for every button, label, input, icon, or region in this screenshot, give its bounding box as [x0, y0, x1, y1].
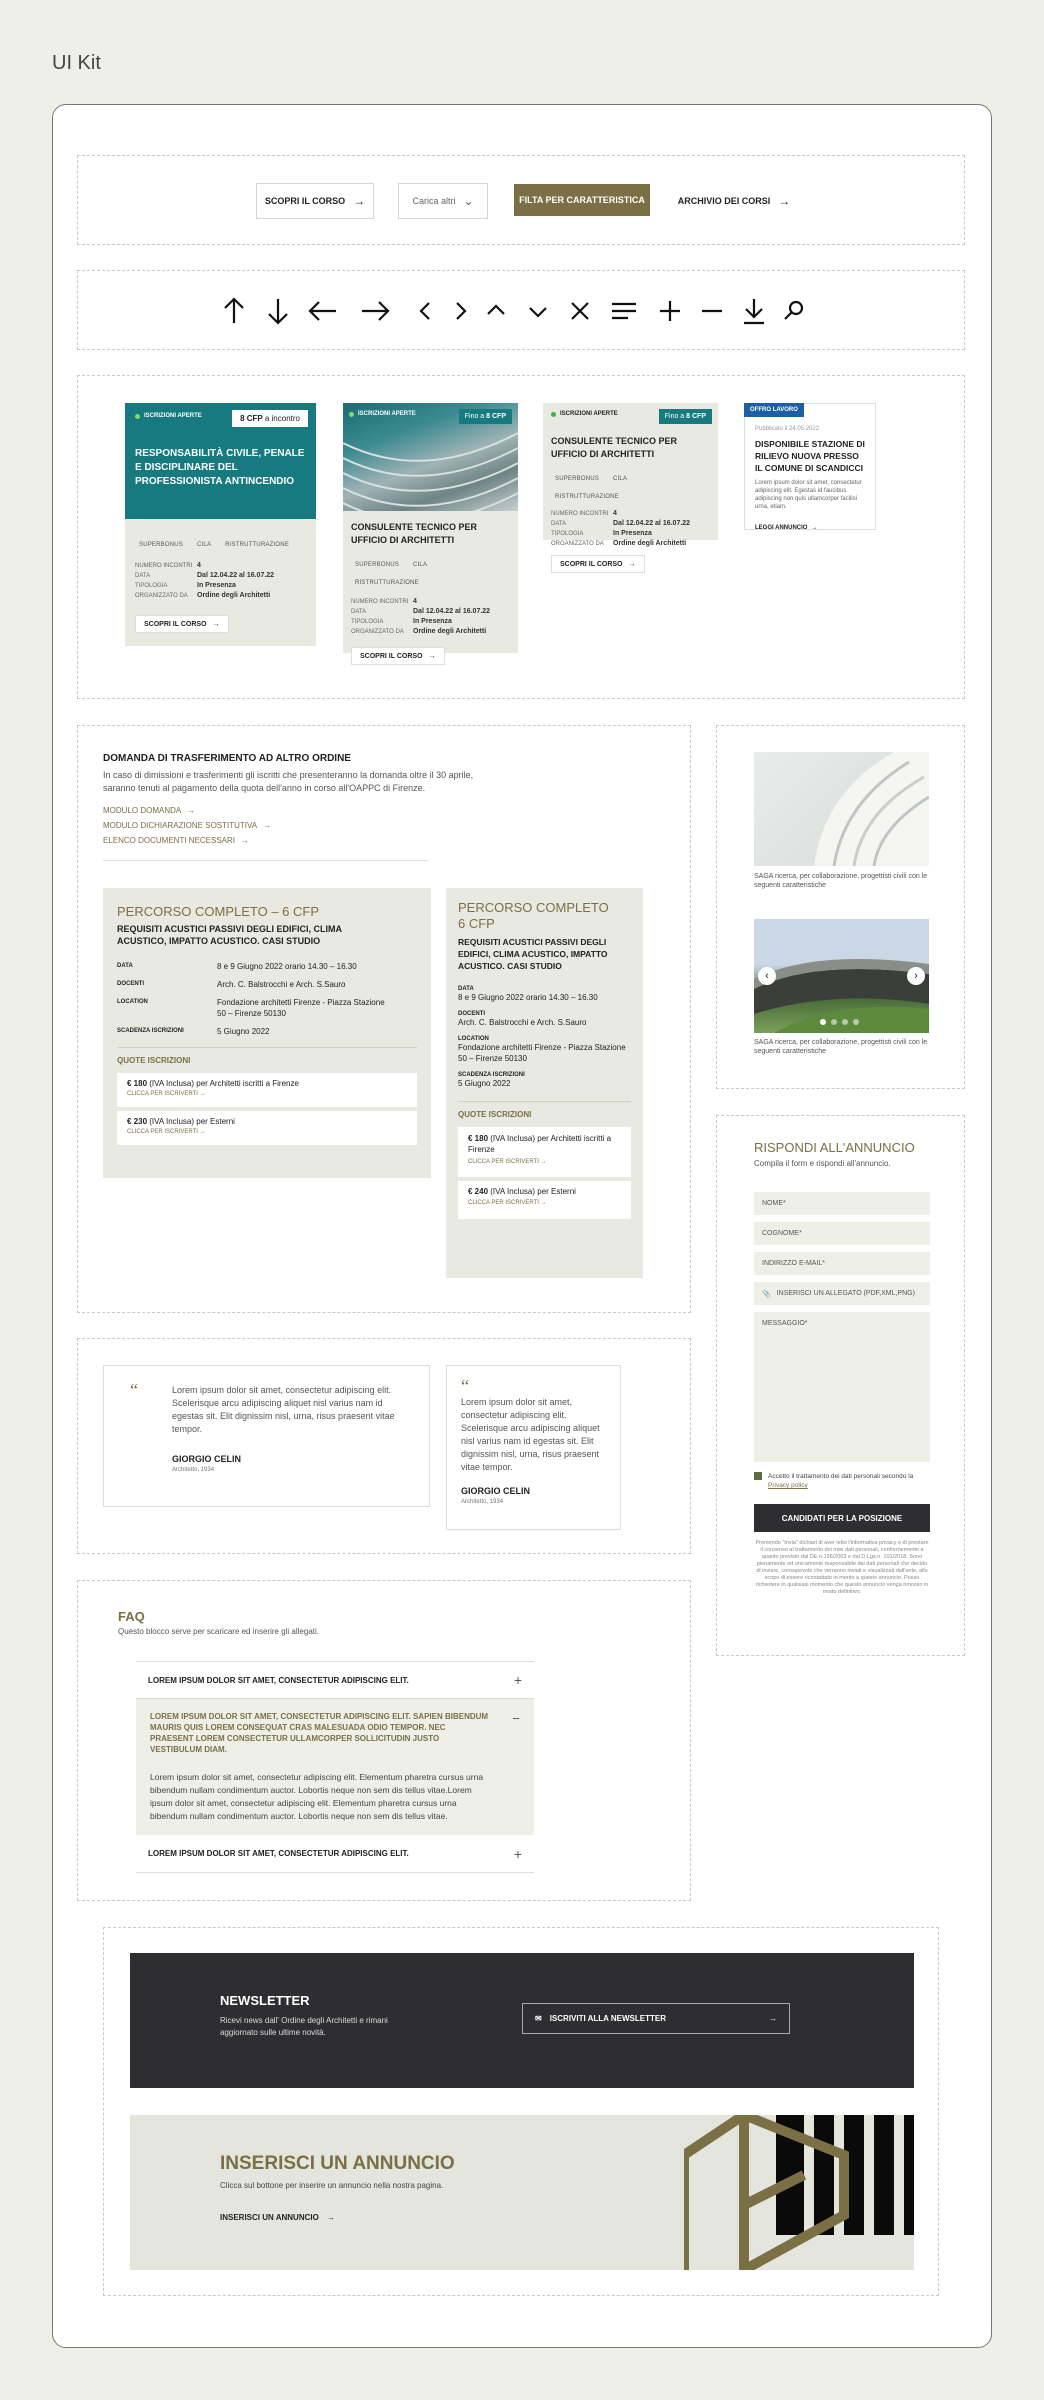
chevron-left-icon[interactable]: ‹	[758, 967, 776, 985]
cards-section	[77, 375, 965, 699]
page-title: UI Kit	[52, 52, 101, 74]
attachment-field[interactable]: 📎 INSERISCI UN ALLEGATO (PDF,XML,PNG)	[754, 1282, 930, 1305]
faq-item-open[interactable]: LOREM IPSUM DOLOR SIT AMET, CONSECTETUR ADIPISCING ELIT. SAPIEN BIBENDUM MAURIS QUIS LOREM CONSEQUAT CRAS MALESUADA ODIO TEMPOR. NEC PRAESENT LOREM CONSECTETUR ULLAMCORPER SOLLICITUDIN JUSTO VESTIBULUM DIAM. − Lorem ipsum dolor sit amet, consectetur adipiscing elit. Elementum pharetra cursus urna bibendum nullam condimentum auctor. Lobortis neque non sem dis tellus vitae.Lorem ipsum dolor sit amet, consectetur adipiscing elit. Elementum pharetra cursus urna bibendum nullam condimentum auctor. Lobortis neque non sem dis tellus vitae.	[136, 1699, 534, 1835]
transfer-text: In caso di dimissioni e trasferimenti gli iscritti che presenteranno la domanda oltre il 30 aprile, saranno tenuti al pagamento della quota dell'anno in corso all'OAPPC di Firenze.	[103, 770, 474, 793]
status-dot-icon	[135, 414, 140, 419]
course-details: DATA 8 e 9 Giugno 2022 orario 14.30 – 16.30 DOCENTI Arch. C. Balstrocchi e Arch. S.Sauro LOCATION Fondazione architetti Firenze - Piazza Stazione 50 – Firenze 50130 SCADENZA ISCRIZIONI 5 Giugno 2022	[117, 962, 385, 1036]
course-card[interactable]	[343, 403, 518, 660]
card-header	[125, 403, 316, 519]
transfer-block	[103, 753, 503, 861]
chevron-down-icon: ⌄	[463, 194, 474, 208]
quote-item[interactable]: € 230 (IVA Inclusa) per Esterni CLICCA PER ISCRIVERTI →	[117, 1111, 417, 1145]
testimonial-text: Lorem ipsum dolor sit amet, consectetur adipiscing elit. Scelerisque arcu adipiscing aliquet nisl varius nam id egestas sit. Elit dignissim nisl, urna, risus praesent vitae tempor.	[172, 1385, 395, 1434]
testimonial-text: Lorem ipsum dolor sit amet, consectetur adipiscing elit. Scelerisque arcu adipiscing aliquet nisl varius nam id egestas sit. Elit dignissim nisl, urna, risus praesent vitae tempor.	[461, 1397, 600, 1472]
arrow-right-icon: →	[628, 560, 636, 568]
newsletter-title: NEWSLETTER	[220, 1993, 310, 2008]
course-box	[446, 888, 643, 1278]
chevron-right-icon[interactable]: ›	[907, 967, 925, 985]
buttons-section	[77, 155, 965, 245]
arrow-down-icon	[269, 299, 287, 323]
card-title: CONSULENTE TECNICO PER UFFICIO DI ARCHITETTI	[351, 522, 478, 545]
job-text: Lorem ipsum dolor sit amet, consectetur adipiscing elit. Egestas id faucibus adipiscing non quis ullamcorper facilisi urna, etiam.	[755, 480, 862, 510]
quote-icon: “	[461, 1376, 469, 1396]
card-tags: SUPERBONUS CILA RISTRUTTURAZIONE	[139, 542, 290, 548]
plus-icon: +	[513, 1672, 522, 1688]
cfp-badge: Fino a 8 CFP	[459, 409, 512, 424]
scopri-button[interactable]: SCOPRI IL CORSO →	[351, 647, 445, 665]
reply-form	[754, 1140, 930, 1596]
search-icon	[785, 302, 802, 319]
faq-subtitle: Questo blocco serve per scaricare ed inserire gli allegati.	[118, 1627, 319, 1636]
archivio-link[interactable]	[674, 183, 794, 219]
arrow-right-icon: →	[769, 2014, 777, 2023]
building-green-roof-image	[754, 919, 929, 1033]
arrow-right-icon: →	[811, 525, 818, 531]
filtra-label: FILTA PER CARATTERISTICA	[519, 195, 645, 205]
card-title: CONSULENTE TECNICO PER UFFICIO DI ARCHITETTI	[551, 436, 678, 459]
arrow-right-icon	[362, 302, 388, 320]
chevron-left-icon	[421, 303, 429, 319]
card-body: CONSULENTE TECNICO PER UFFICIO DI ARCHITETTI SUPERBONUS CILARISTRUTTURAZIONE NUMERO INCONTRI 4 DATA Dal 12.04.22 al 16.07.22 TIPOLOGIA In Presenza ORGANIZZATO DA Ordine degli Architetti SCOPRI IL CORSO →	[343, 511, 518, 673]
gallery-slider[interactable]	[754, 919, 929, 1033]
submit-button[interactable]: CANDIDATI PER LA POSIZIONE	[754, 1504, 930, 1532]
gallery-image	[754, 752, 929, 866]
plus-icon	[660, 301, 680, 321]
course-subtitle: REQUISITI ACUSTICI PASSIVI DEGLI EDIFICI, CLIMA ACUSTICO, IMPATTO ACUSTICO. CASI STUDIO	[117, 924, 342, 946]
scopri-label: SCOPRI IL CORSO	[264, 196, 346, 206]
course-card[interactable]: ISCRIZIONI APERTE Fino a 8 CFP CONSULENTE TECNICO PER UFFICIO DI ARCHITETTI SUPERBONUS CILARISTRUTTURAZIONE NUMERO INCONTRI 4 DATA Dal 12.04.22 al 16.07.22 TIPOLOGIA In Presenza ORGANIZZATO DA Ordine degli Architetti SCOPRI IL CORSO →	[543, 403, 718, 540]
course-details: DATA 8 e 9 Giugno 2022 orario 14.30 – 16.30 DOCENTI Arch. C. Balstrocchi e Arch. S.Sauro LOCATION Fondazione architetti Firenze - Piazza Stazione 50 – Firenze 50130 SCADENZA ISCRIZIONI 5 Giugno 2022	[458, 986, 626, 1088]
mail-icon: ✉	[535, 2014, 542, 2023]
minus-icon: −	[512, 1711, 520, 1726]
quote-icon: “	[130, 1380, 138, 1400]
slider-dots[interactable]	[820, 1019, 859, 1025]
icons-section	[77, 270, 965, 350]
course-title: PERCORSO COMPLETO 6 CFP	[458, 900, 609, 931]
job-title: DISPONIBILE STAZIONE DI RILIEVO NUOVA PRESSO IL COMUNE DI SCANDICCI	[755, 439, 865, 473]
email-field[interactable]: INDIRIZZO E-MAIL*	[754, 1252, 930, 1275]
testimonial-name: GIORGIO CELIN	[172, 1454, 242, 1464]
arrow-up-icon	[225, 299, 243, 323]
newsletter-text: Ricevi news dall' Ordine degli Architetti e rimani aggiornato sulle ultime novità.	[220, 2016, 388, 2037]
status-dot-icon	[349, 412, 354, 417]
banners-section	[103, 1927, 939, 2296]
paperclip-icon: 📎	[762, 1290, 771, 1298]
close-icon	[572, 303, 588, 319]
annuncio-link[interactable]: INSERISCI UN ANNUNCIO →	[220, 2213, 335, 2222]
faq-title: FAQ	[118, 1609, 145, 1624]
modulo-dichiarazione-link[interactable]: MODULO DICHIARAZIONE SOSTITUTIVA →	[103, 818, 503, 833]
arrow-right-icon: →	[778, 194, 791, 208]
transfer-title: DOMANDA DI TRASFERIMENTO AD ALTRO ORDINE	[103, 753, 351, 764]
arrow-right-icon: →	[241, 836, 250, 845]
nome-field[interactable]: NOME*	[754, 1192, 930, 1215]
gallery-section	[716, 725, 965, 1089]
scopri-button[interactable]: SCOPRI IL CORSO →	[551, 555, 645, 573]
carica-button[interactable]	[398, 183, 488, 219]
job-card[interactable]	[744, 403, 876, 530]
filtra-button[interactable]	[514, 184, 650, 216]
status-badge: ISCRIZIONI APERTE	[135, 413, 306, 419]
cfp-badge: 8 CFP a incontro	[232, 410, 308, 427]
menu-icon	[612, 304, 636, 318]
course-subtitle: REQUISITI ACUSTICI PASSIVI DEGLI EDIFICI, CLIMA ACUSTICO, IMPATTO ACUSTICO. CASI STUDIO	[458, 937, 608, 971]
cfp-badge: Fino a 8 CFP	[659, 409, 712, 424]
course-card[interactable]	[125, 403, 316, 646]
status-badge: ISCRIZIONI APERTE	[551, 411, 710, 417]
quote-item[interactable]: € 180 (IVA Inclusa) per Architetti iscritti a Firenze CLICCA PER ISCRIVERTI →	[458, 1127, 631, 1177]
chevron-up-icon	[488, 306, 504, 314]
faq-section	[77, 1580, 691, 1901]
form-section	[716, 1115, 965, 1656]
quote-item[interactable]: € 180 (IVA Inclusa) per Architetti iscritti a Firenze CLICCA PER ISCRIVERTI →	[117, 1073, 417, 1107]
download-icon	[744, 299, 764, 323]
job-date: Pubblicato il 24.05.2022	[755, 426, 820, 432]
annuncio-banner	[130, 2115, 914, 2270]
course-title: PERCORSO COMPLETO – 6 CFP	[117, 904, 320, 919]
faq-item[interactable]: LOREM IPSUM DOLOR SIT AMET, CONSECTETUR ADIPISCING ELIT. +	[136, 1661, 534, 1699]
quote-title: QUOTE ISCRIZIONI	[117, 1056, 191, 1065]
status-badge: ISCRIZIONI APERTE	[349, 411, 416, 417]
message-field[interactable]: MESSAGGIO*	[754, 1312, 930, 1462]
quote-item[interactable]: € 240 (IVA Inclusa) per Esterni CLICCA PER ISCRIVERTI →	[458, 1181, 631, 1219]
privacy-link[interactable]: Privacy policy	[768, 1482, 808, 1489]
arrow-right-icon: →	[326, 2213, 335, 2222]
form-title: RISPONDI ALL'ANNUNCIO	[754, 1140, 915, 1155]
scopri-button[interactable]: SCOPRI IL CORSO →	[135, 615, 229, 633]
leggi-link[interactable]: LEGGI ANNUNCIO →	[755, 525, 818, 531]
card-tags: SUPERBONUS CILARISTRUTTURAZIONE	[355, 562, 428, 586]
arrow-right-icon: →	[353, 194, 366, 208]
testimonial-role: Architetto, 1934	[172, 1467, 215, 1473]
arrow-right-icon: →	[187, 806, 196, 815]
icon-set	[218, 295, 818, 327]
scopri-button[interactable]	[256, 183, 374, 219]
archivio-label: ARCHIVIO DEI CORSI	[677, 196, 771, 206]
divider	[103, 860, 428, 861]
newsletter-button[interactable]: ✉ ISCRIVITI ALLA NEWSLETTER →	[522, 2003, 790, 2034]
gallery-caption: SAGA ricerca, per collaborazione, progettisti civili con le seguenti caratteristiche	[754, 873, 928, 889]
faq-list	[136, 1661, 534, 1873]
faq-item[interactable]: LOREM IPSUM DOLOR SIT AMET, CONSECTETUR ADIPISCING ELIT. +	[136, 1835, 534, 1873]
card-title: RESPONSABILITÀ CIVILE, PENALE E DISCIPLINARE DEL PROFESSIONISTA ANTINCENDIO	[135, 448, 305, 487]
newsletter-banner	[130, 1953, 914, 2088]
arrow-right-icon: →	[212, 620, 220, 628]
chevron-down-icon	[530, 308, 546, 316]
cognome-field[interactable]: COGNOME*	[754, 1222, 930, 1245]
testimonial-card	[103, 1365, 430, 1507]
annuncio-title: INSERISCI UN ANNUNCIO	[220, 2153, 455, 2174]
testimonial-card	[446, 1365, 621, 1530]
consent-checkbox[interactable]	[754, 1472, 762, 1480]
course-box	[103, 888, 431, 1178]
testimonial-role: Architetto, 1934	[461, 1499, 504, 1505]
modulo-domanda-link[interactable]: MODULO DOMANDA →	[103, 803, 503, 818]
testimonial-name: GIORGIO CELIN	[461, 1486, 531, 1496]
carica-label: Carica altri	[412, 196, 456, 206]
form-disclaimer: Premendo "Invia" dichiari di aver letto l'informativa privacy e di prestare il consenso al trattamento dei miei dati personali, conformemente a quanto previsto dal DE n.196/2003 e dal D.Lgs.n. 101/2018. Sono pienamente ed unicamente responsabile dei dati personali che decido di inviare, consapevole che verranno inviati e visualizzati dall'ente, allo scopo di essere ricontattato in merito a questo annuncio. Posso richiedere in qualsiasi momento che questo annuncio venga rimosso in modo definitivo.	[755, 1540, 929, 1595]
elenco-documenti-link[interactable]: ELENCO DOCUMENTI NECESSARI →	[103, 833, 503, 848]
chevron-right-icon	[457, 303, 465, 319]
card-body: SUPERBONUS CILA RISTRUTTURAZIONE NUMERO INCONTRI 4 DATA Dal 12.04.22 al 16.07.22 TIPOLOGIA In Presenza ORGANIZZATO DA Ordine degli Architetti SCOPRI IL CORSO →	[125, 519, 316, 641]
architecture-image	[754, 752, 929, 866]
form-subtitle: Compila il form e rispondi all'annuncio.	[754, 1159, 891, 1168]
card-tags: SUPERBONUS CILARISTRUTTURAZIONE	[555, 476, 628, 500]
arrow-left-icon	[310, 302, 336, 320]
testimonials-section	[77, 1338, 691, 1554]
brand-logo-graphic	[684, 2115, 914, 2270]
gallery-caption: SAGA ricerca, per collaborazione, progettisti civili con le seguenti caratteristiche	[754, 1039, 928, 1055]
card-image	[343, 403, 518, 511]
arrow-right-icon: →	[263, 821, 272, 830]
plus-icon: +	[513, 1845, 522, 1862]
status-dot-icon	[551, 412, 556, 417]
consent-row: Accetto il trattamento dei dati personali secondo la Privacy policy	[754, 1472, 930, 1490]
annuncio-text: Clicca sul bottone per inserire un annuncio nella nostra pagina.	[220, 2181, 444, 2190]
quote-title: QUOTE ISCRIZIONI	[458, 1110, 532, 1119]
content-section	[77, 725, 691, 1313]
arrow-right-icon: →	[428, 652, 436, 660]
job-badge: OFFRO LAVORO	[744, 403, 804, 417]
faq-answer: Lorem ipsum dolor sit amet, consectetur adipiscing elit. Elementum pharetra cursus urna bibendum nullam condimentum auctor. Lobortis neque non sem dis tellus vitae.Lorem ipsum dolor sit amet, consectetur adipiscing elit. Elementum pharetra cursus urna bibendum nullam condimentum auctor. Lobortis neque non sem dis tellus vitae.	[150, 1772, 484, 1821]
